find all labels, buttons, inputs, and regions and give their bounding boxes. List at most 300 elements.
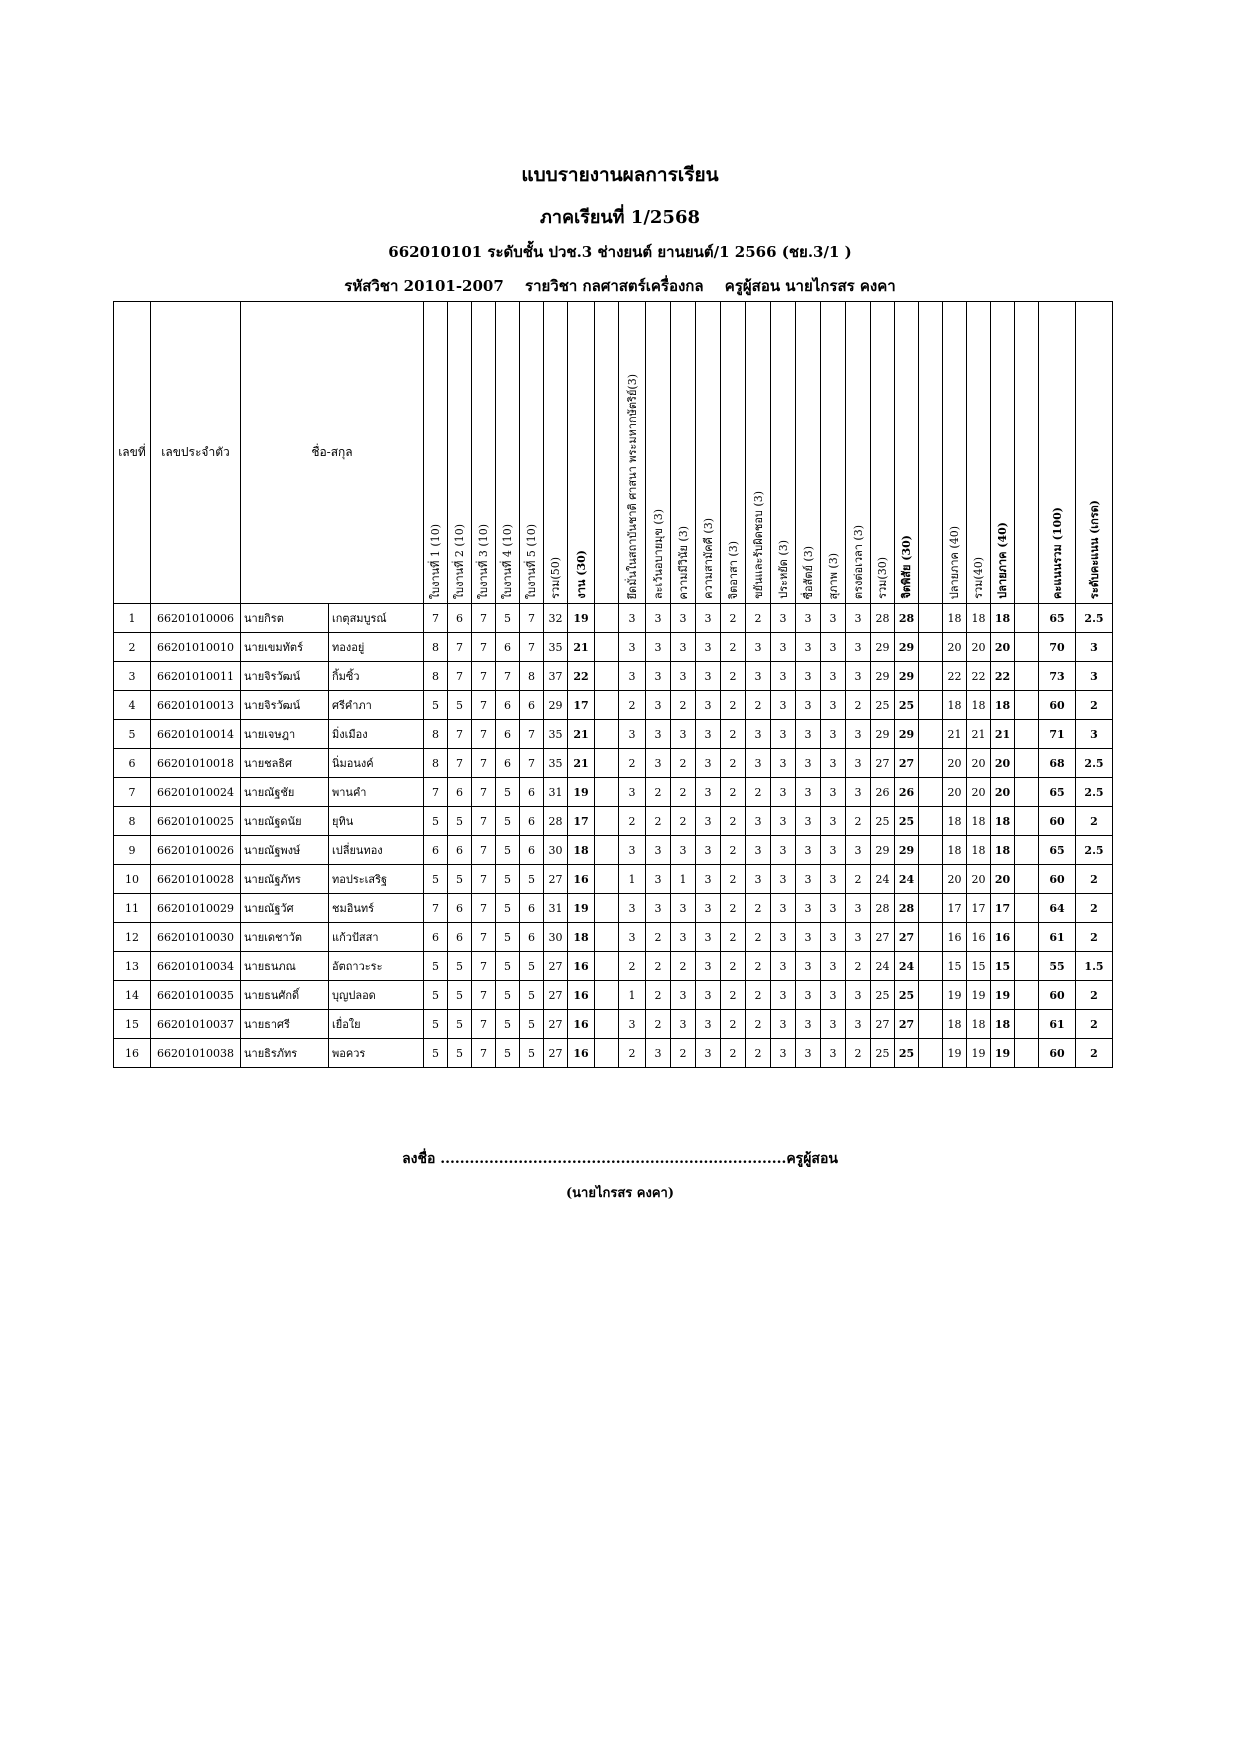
- worksheet-sum: 31: [544, 894, 568, 923]
- attitude-score: 2: [671, 749, 696, 778]
- worksheet-score: 6: [496, 633, 520, 662]
- table-row: [114, 633, 1113, 662]
- worksheet-sum: 27: [544, 865, 568, 894]
- worksheet-score: 6: [448, 604, 472, 633]
- student-id: 66201010030: [151, 923, 241, 952]
- header-row: [114, 302, 1113, 604]
- blank-cell: [1015, 1010, 1039, 1039]
- subject-line: [0, 274, 1240, 298]
- attitude-score: 3: [696, 981, 721, 1010]
- worksheet-score: 5: [496, 604, 520, 633]
- blank-cell: [595, 807, 619, 836]
- attitude-score: 3: [771, 633, 796, 662]
- grade-value: 2: [1076, 691, 1113, 720]
- attitude-score: 2: [671, 1039, 696, 1068]
- worksheet-score: 5: [496, 981, 520, 1010]
- worksheet-score: 7: [448, 749, 472, 778]
- worksheet-score: 6: [520, 923, 544, 952]
- student-last-name: มิ่งเมือง: [329, 720, 424, 749]
- attitude-score: 3: [696, 952, 721, 981]
- attitude-score: 3: [619, 836, 646, 865]
- final-score: 20: [991, 865, 1015, 894]
- worksheet-score: 7: [472, 923, 496, 952]
- final-sum: 18: [967, 604, 991, 633]
- student-id: 66201010024: [151, 778, 241, 807]
- final-sum: 20: [967, 865, 991, 894]
- worksheet-score: 5: [496, 865, 520, 894]
- attitude-score: 1: [619, 865, 646, 894]
- worksheet-score: 5: [448, 865, 472, 894]
- student-last-name: ทองอยู่: [329, 633, 424, 662]
- col-a9: สุภาพ (3): [821, 302, 846, 604]
- attitude-score: 2: [746, 691, 771, 720]
- worksheet-score: 5: [496, 894, 520, 923]
- attitude-score: 3: [646, 604, 671, 633]
- attitude-score: 2: [746, 894, 771, 923]
- worksheet-score: 6: [496, 691, 520, 720]
- table-row: [114, 1039, 1113, 1068]
- worksheet-score: 5: [520, 952, 544, 981]
- col-id: เลขประจำตัว: [151, 302, 241, 604]
- blank-cell: [595, 749, 619, 778]
- work-score: 16: [568, 981, 595, 1010]
- table-row: [114, 865, 1113, 894]
- attitude-score: 3: [846, 720, 871, 749]
- attitude-score: 3: [696, 778, 721, 807]
- final-raw: 19: [943, 981, 967, 1010]
- attitude-score: 3: [619, 633, 646, 662]
- attitude-score: 3: [846, 633, 871, 662]
- attitude-score: 3: [771, 1039, 796, 1068]
- grade-value: 2: [1076, 1010, 1113, 1039]
- attitude-score: 2: [746, 1039, 771, 1068]
- attitude-score: 3: [619, 1010, 646, 1039]
- worksheet-score: 7: [472, 749, 496, 778]
- final-sum: 15: [967, 952, 991, 981]
- work-score: 21: [568, 749, 595, 778]
- attitude-score: 3: [796, 981, 821, 1010]
- student-first-name: นายเขมทัตร์: [241, 633, 329, 662]
- attitude-score: 3: [821, 981, 846, 1010]
- final-sum: 21: [967, 720, 991, 749]
- table-row: [114, 720, 1113, 749]
- attitude-score: 1: [619, 981, 646, 1010]
- col-a5: จิตอาสา (3): [721, 302, 746, 604]
- total-score: 65: [1039, 778, 1076, 807]
- worksheet-sum: 27: [544, 1039, 568, 1068]
- blank-cell: [919, 981, 943, 1010]
- attitude-sum: 28: [871, 894, 895, 923]
- work-score: 19: [568, 778, 595, 807]
- blank-cell: [1015, 778, 1039, 807]
- attitude-score: 3: [696, 807, 721, 836]
- col-asum: รวม(30): [871, 302, 895, 604]
- attitude-score: 2: [671, 691, 696, 720]
- attitude-score: 2: [721, 1039, 746, 1068]
- final-raw: 20: [943, 633, 967, 662]
- attitude-score: 2: [721, 778, 746, 807]
- col-a3: ความมีวินัย (3): [671, 302, 696, 604]
- student-id: 66201010006: [151, 604, 241, 633]
- worksheet-score: 5: [448, 807, 472, 836]
- student-first-name: นายณัฐพงษ์: [241, 836, 329, 865]
- worksheet-score: 7: [472, 720, 496, 749]
- row-no: 1: [114, 604, 151, 633]
- total-score: 65: [1039, 604, 1076, 633]
- attitude-score: 3: [696, 691, 721, 720]
- final-score: 18: [991, 604, 1015, 633]
- attitude-total: 28: [895, 894, 919, 923]
- col-final: ปลายภาค (40): [991, 302, 1015, 604]
- worksheet-score: 7: [472, 1039, 496, 1068]
- worksheet-score: 7: [472, 662, 496, 691]
- attitude-score: 3: [696, 662, 721, 691]
- final-score: 18: [991, 1010, 1015, 1039]
- attitude-total: 26: [895, 778, 919, 807]
- worksheet-sum: 35: [544, 720, 568, 749]
- worksheet-score: 7: [472, 952, 496, 981]
- student-id: 66201010026: [151, 836, 241, 865]
- final-raw: 20: [943, 749, 967, 778]
- worksheet-score: 5: [496, 923, 520, 952]
- final-raw: 20: [943, 865, 967, 894]
- worksheet-score: 8: [520, 662, 544, 691]
- row-no: 2: [114, 633, 151, 662]
- table-row: [114, 894, 1113, 923]
- attitude-score: 3: [771, 691, 796, 720]
- student-first-name: นายเจษฎา: [241, 720, 329, 749]
- signature-line: ลงชื่อ .......................................................................ครูผู้สอน: [402, 1151, 838, 1167]
- attitude-sum: 25: [871, 981, 895, 1010]
- blank-cell: [595, 778, 619, 807]
- student-last-name: ทอประเสริฐ: [329, 865, 424, 894]
- blank-cell: [919, 604, 943, 633]
- total-score: 60: [1039, 807, 1076, 836]
- attitude-score: 3: [746, 720, 771, 749]
- worksheet-sum: 31: [544, 778, 568, 807]
- attitude-score: 3: [619, 923, 646, 952]
- blank-cell: [919, 952, 943, 981]
- attitude-score: 2: [721, 749, 746, 778]
- attitude-score: 3: [646, 836, 671, 865]
- attitude-score: 3: [821, 952, 846, 981]
- attitude-score: 3: [696, 836, 721, 865]
- attitude-score: 3: [619, 720, 646, 749]
- student-first-name: นายธนภณ: [241, 952, 329, 981]
- col-blank-2: [919, 302, 943, 604]
- worksheet-score: 7: [520, 749, 544, 778]
- attitude-score: 3: [846, 836, 871, 865]
- worksheet-score: 5: [424, 1039, 448, 1068]
- attitude-score: 3: [796, 604, 821, 633]
- work-score: 19: [568, 894, 595, 923]
- total-score: 60: [1039, 865, 1076, 894]
- final-sum: 22: [967, 662, 991, 691]
- attitude-score: 3: [671, 604, 696, 633]
- attitude-score: 3: [771, 662, 796, 691]
- blank-cell: [919, 807, 943, 836]
- attitude-score: 2: [619, 1039, 646, 1068]
- attitude-sum: 29: [871, 633, 895, 662]
- student-id: 66201010013: [151, 691, 241, 720]
- grade-value: 3: [1076, 633, 1113, 662]
- work-score: 19: [568, 604, 595, 633]
- total-score: 55: [1039, 952, 1076, 981]
- grade-value: 2.5: [1076, 604, 1113, 633]
- worksheet-score: 6: [496, 720, 520, 749]
- grade-value: 2: [1076, 1039, 1113, 1068]
- attitude-total: 25: [895, 807, 919, 836]
- attitude-total: 29: [895, 633, 919, 662]
- attitude-sum: 25: [871, 691, 895, 720]
- total-score: 60: [1039, 691, 1076, 720]
- attitude-score: 3: [671, 662, 696, 691]
- attitude-score: 2: [671, 778, 696, 807]
- col-attitude: จิตพิสัย (30): [895, 302, 919, 604]
- attitude-score: 3: [771, 807, 796, 836]
- attitude-score: 3: [696, 923, 721, 952]
- blank-cell: [919, 720, 943, 749]
- attitude-score: 3: [796, 807, 821, 836]
- worksheet-sum: 27: [544, 952, 568, 981]
- student-last-name: พานคำ: [329, 778, 424, 807]
- worksheet-score: 7: [448, 633, 472, 662]
- row-no: 15: [114, 1010, 151, 1039]
- worksheet-sum: 30: [544, 923, 568, 952]
- attitude-score: 2: [721, 691, 746, 720]
- attitude-score: 3: [771, 981, 796, 1010]
- total-score: 60: [1039, 981, 1076, 1010]
- total-score: 65: [1039, 836, 1076, 865]
- attitude-total: 25: [895, 1039, 919, 1068]
- student-id: 66201010035: [151, 981, 241, 1010]
- blank-cell: [1015, 836, 1039, 865]
- table-row: [114, 952, 1113, 981]
- attitude-score: 3: [746, 807, 771, 836]
- student-id: 66201010029: [151, 894, 241, 923]
- attitude-score: 2: [619, 691, 646, 720]
- worksheet-sum: 32: [544, 604, 568, 633]
- blank-cell: [919, 691, 943, 720]
- attitude-score: 3: [846, 981, 871, 1010]
- worksheet-sum: 27: [544, 1010, 568, 1039]
- worksheet-score: 5: [424, 1010, 448, 1039]
- attitude-score: 2: [646, 923, 671, 952]
- attitude-total: 29: [895, 836, 919, 865]
- attitude-score: 3: [821, 807, 846, 836]
- blank-cell: [595, 633, 619, 662]
- grade-value: 2.5: [1076, 778, 1113, 807]
- worksheet-score: 7: [424, 894, 448, 923]
- worksheet-score: 5: [496, 952, 520, 981]
- attitude-sum: 27: [871, 923, 895, 952]
- attitude-score: 3: [821, 604, 846, 633]
- attitude-score: 3: [696, 1039, 721, 1068]
- attitude-score: 2: [846, 1039, 871, 1068]
- attitude-score: 3: [771, 749, 796, 778]
- worksheet-score: 6: [520, 691, 544, 720]
- final-sum: 20: [967, 778, 991, 807]
- blank-cell: [1015, 923, 1039, 952]
- final-raw: 19: [943, 1039, 967, 1068]
- worksheet-sum: 29: [544, 691, 568, 720]
- attitude-score: 3: [646, 720, 671, 749]
- blank-cell: [595, 865, 619, 894]
- attitude-score: 2: [721, 604, 746, 633]
- worksheet-score: 5: [424, 691, 448, 720]
- attitude-score: 3: [671, 633, 696, 662]
- attitude-score: 3: [619, 662, 646, 691]
- attitude-score: 2: [746, 604, 771, 633]
- col-a1: ยึดมั่นในสถาบันชาติ ศาสนา พระมหากษัตริย์(3): [619, 302, 646, 604]
- grade-value: 2.5: [1076, 836, 1113, 865]
- student-first-name: นายณัฐภัทร: [241, 865, 329, 894]
- worksheet-score: 5: [496, 836, 520, 865]
- total-score: 73: [1039, 662, 1076, 691]
- attitude-score: 2: [671, 952, 696, 981]
- col-name: ชื่อ-สกุล: [241, 302, 424, 604]
- student-last-name: แก้วปัสสา: [329, 923, 424, 952]
- student-last-name: อัตถาวะระ: [329, 952, 424, 981]
- attitude-score: 2: [646, 981, 671, 1010]
- attitude-sum: 28: [871, 604, 895, 633]
- student-last-name: พอควร: [329, 1039, 424, 1068]
- student-id: 66201010011: [151, 662, 241, 691]
- student-first-name: นายเดชาวัต: [241, 923, 329, 952]
- attitude-score: 3: [846, 662, 871, 691]
- work-score: 17: [568, 807, 595, 836]
- worksheet-score: 5: [520, 1039, 544, 1068]
- work-score: 17: [568, 691, 595, 720]
- total-score: 61: [1039, 923, 1076, 952]
- worksheet-score: 7: [520, 604, 544, 633]
- worksheet-score: 7: [448, 720, 472, 749]
- attitude-score: 3: [796, 1010, 821, 1039]
- table-row: [114, 691, 1113, 720]
- student-last-name: เกตุสมบูรณ์: [329, 604, 424, 633]
- attitude-score: 3: [821, 749, 846, 778]
- blank-cell: [919, 1039, 943, 1068]
- worksheet-score: 5: [496, 807, 520, 836]
- attitude-sum: 27: [871, 749, 895, 778]
- attitude-score: 3: [846, 604, 871, 633]
- worksheet-score: 8: [424, 633, 448, 662]
- grade-value: 3: [1076, 720, 1113, 749]
- final-raw: 16: [943, 923, 967, 952]
- col-w5: ใบงานที่ 5 (10): [520, 302, 544, 604]
- worksheet-score: 7: [472, 691, 496, 720]
- blank-cell: [919, 633, 943, 662]
- blank-cell: [595, 923, 619, 952]
- attitude-score: 3: [696, 604, 721, 633]
- attitude-score: 2: [721, 952, 746, 981]
- worksheet-score: 7: [424, 604, 448, 633]
- total-score: 60: [1039, 1039, 1076, 1068]
- attitude-score: 3: [771, 836, 796, 865]
- student-last-name: เยื่อใย: [329, 1010, 424, 1039]
- attitude-score: 3: [671, 1010, 696, 1039]
- table-row: [114, 749, 1113, 778]
- attitude-score: 3: [746, 749, 771, 778]
- row-no: 4: [114, 691, 151, 720]
- final-sum: 19: [967, 1039, 991, 1068]
- worksheet-score: 7: [472, 778, 496, 807]
- attitude-sum: 29: [871, 662, 895, 691]
- total-score: 70: [1039, 633, 1076, 662]
- attitude-score: 2: [721, 865, 746, 894]
- attitude-total: 25: [895, 981, 919, 1010]
- col-grade: ระดับคะแนน (เกรด): [1076, 302, 1113, 604]
- work-score: 16: [568, 1039, 595, 1068]
- grade-value: 2: [1076, 807, 1113, 836]
- attitude-sum: 27: [871, 1010, 895, 1039]
- student-id: 66201010010: [151, 633, 241, 662]
- student-id: 66201010037: [151, 1010, 241, 1039]
- student-last-name: ชมอินทร์: [329, 894, 424, 923]
- col-final-sum: รวม(40): [967, 302, 991, 604]
- attitude-score: 3: [821, 865, 846, 894]
- attitude-score: 3: [771, 894, 796, 923]
- worksheet-score: 6: [424, 836, 448, 865]
- final-score: 18: [991, 807, 1015, 836]
- grade-table: [113, 301, 1113, 1068]
- attitude-score: 2: [846, 807, 871, 836]
- worksheet-score: 8: [424, 720, 448, 749]
- attitude-score: 3: [771, 720, 796, 749]
- attitude-score: 3: [746, 662, 771, 691]
- attitude-score: 3: [771, 604, 796, 633]
- attitude-score: 3: [671, 981, 696, 1010]
- worksheet-score: 5: [496, 1010, 520, 1039]
- attitude-score: 3: [619, 604, 646, 633]
- final-sum: 18: [967, 1010, 991, 1039]
- blank-cell: [919, 923, 943, 952]
- worksheet-score: 5: [448, 1010, 472, 1039]
- attitude-score: 3: [846, 923, 871, 952]
- final-sum: 20: [967, 633, 991, 662]
- signer-name: (นายไกรสร คงคา): [566, 1186, 674, 1201]
- table-row: [114, 1010, 1113, 1039]
- table-row: [114, 836, 1113, 865]
- work-score: 21: [568, 720, 595, 749]
- worksheet-score: 5: [448, 1039, 472, 1068]
- final-score: 18: [991, 836, 1015, 865]
- blank-cell: [1015, 1039, 1039, 1068]
- final-score: 18: [991, 691, 1015, 720]
- grade-value: 2: [1076, 923, 1113, 952]
- student-first-name: นายธาศรี: [241, 1010, 329, 1039]
- table-row: [114, 981, 1113, 1010]
- final-raw: 18: [943, 691, 967, 720]
- student-first-name: นายธิรภัทร: [241, 1039, 329, 1068]
- attitude-score: 3: [746, 865, 771, 894]
- attitude-score: 3: [846, 894, 871, 923]
- grade-value: 1.5: [1076, 952, 1113, 981]
- attitude-score: 2: [619, 749, 646, 778]
- blank-cell: [1015, 952, 1039, 981]
- student-id: 66201010028: [151, 865, 241, 894]
- col-no: เลขที่: [114, 302, 151, 604]
- grade-value: 2.5: [1076, 749, 1113, 778]
- row-no: 3: [114, 662, 151, 691]
- attitude-score: 3: [821, 1010, 846, 1039]
- student-last-name: ยุทิน: [329, 807, 424, 836]
- student-last-name: กิ้มซิ้ว: [329, 662, 424, 691]
- worksheet-score: 5: [424, 981, 448, 1010]
- attitude-score: 3: [821, 720, 846, 749]
- col-wsum: รวม(50): [544, 302, 568, 604]
- attitude-total: 24: [895, 952, 919, 981]
